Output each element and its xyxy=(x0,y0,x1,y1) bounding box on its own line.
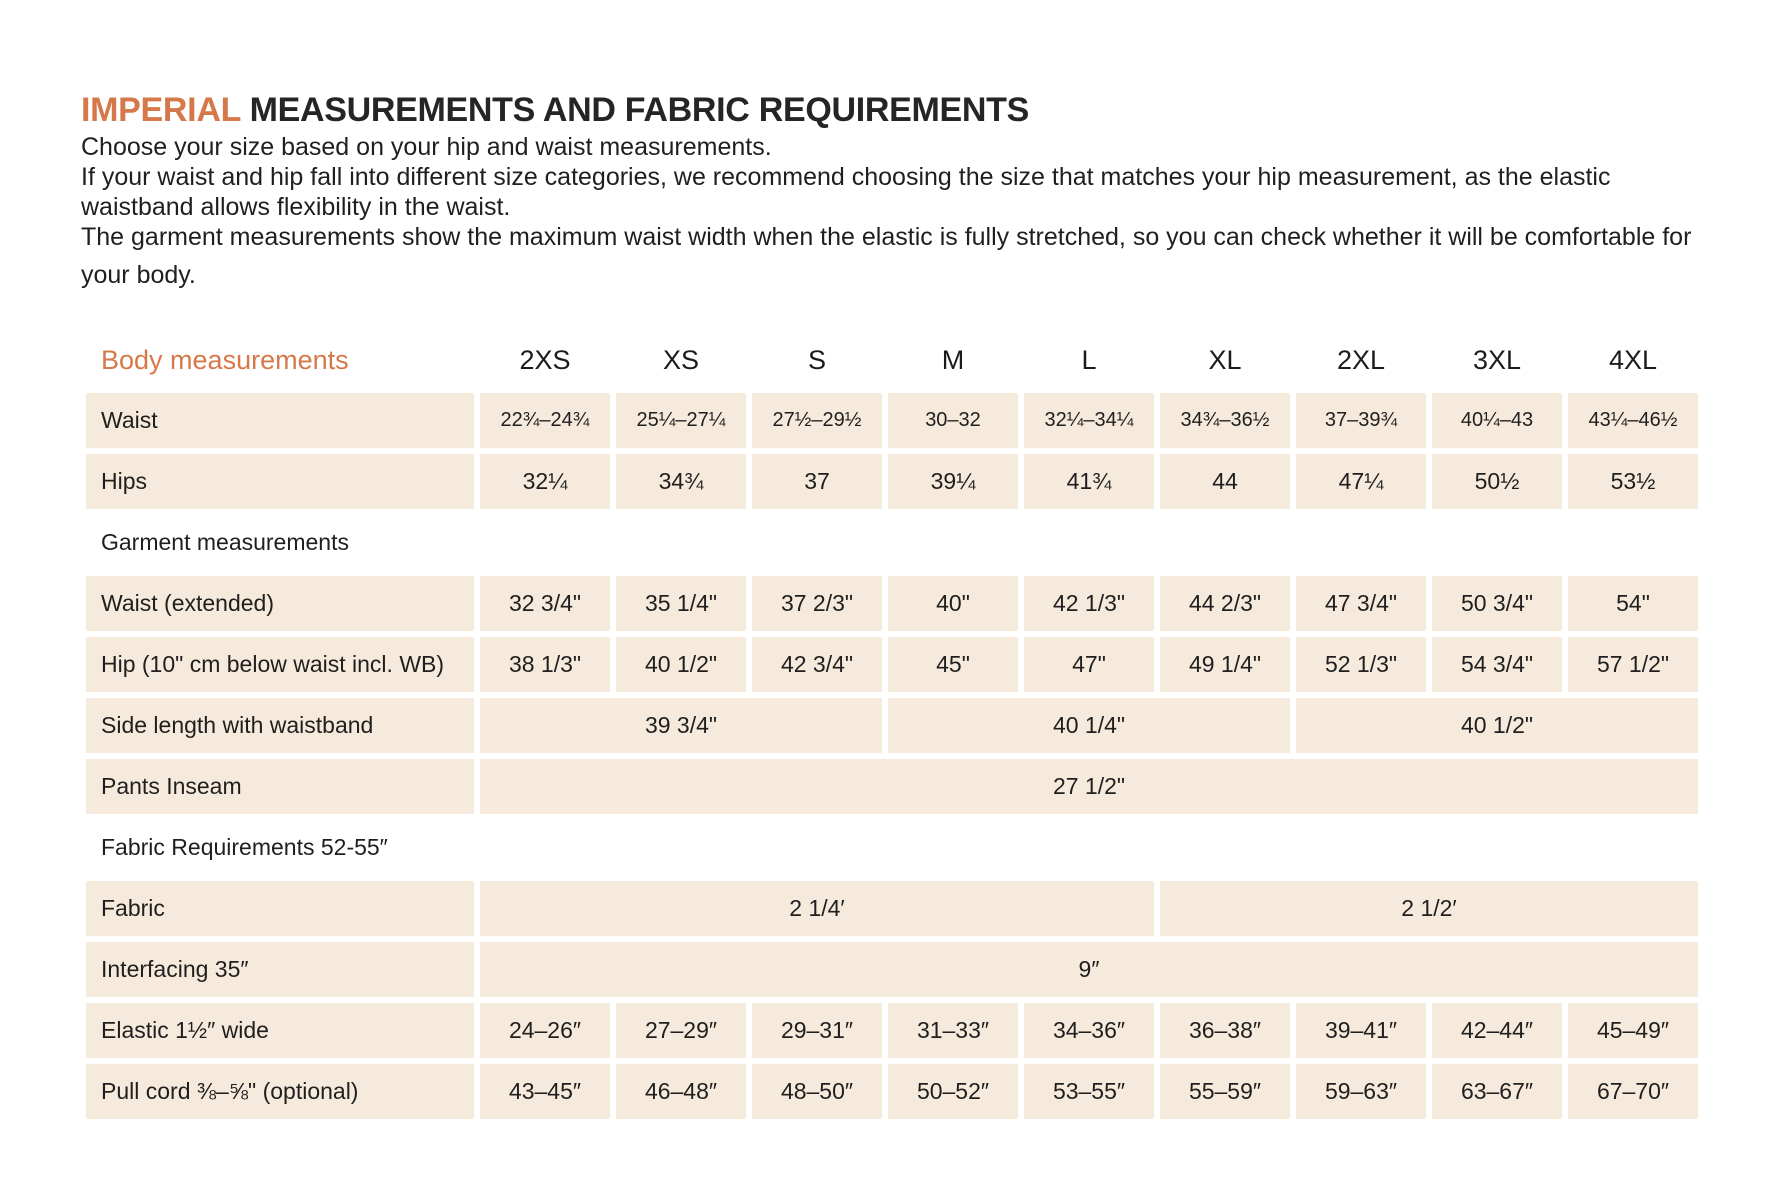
table-cell: 52 1/3" xyxy=(1296,637,1426,692)
row-label: Waist (extended) xyxy=(86,576,474,631)
section-heading: Fabric Requirements 52-55″ xyxy=(101,834,388,860)
table-cell: 50½ xyxy=(1432,454,1562,509)
table-cell: 39–41″ xyxy=(1296,1003,1426,1058)
size-header: XS xyxy=(662,344,700,375)
table-cell: 41¾ xyxy=(1024,454,1154,509)
table-cell: 40 1/2" xyxy=(616,637,746,692)
table-cell: 49 1/4" xyxy=(1160,637,1290,692)
table-cell: 59–63″ xyxy=(1296,1064,1426,1119)
table-cell: 35 1/4" xyxy=(616,576,746,631)
intro-line: The garment measurements show the maximum waist width when the elastic is fully stretched, so you can check whether it will be comfortable for your body. xyxy=(81,223,1692,289)
page-title xyxy=(81,92,1701,128)
table-cell: 32¼–34¼ xyxy=(1024,393,1154,448)
table-row-hips xyxy=(86,454,1698,509)
table-cell: 34¾–36½ xyxy=(1160,393,1290,448)
size-header: 4XL xyxy=(1608,344,1658,375)
table-cell: 42–44″ xyxy=(1432,1003,1562,1058)
row-label: Pants Inseam xyxy=(86,759,474,814)
intro-text xyxy=(81,132,1701,294)
table-cell: 38 1/3" xyxy=(480,637,610,692)
table-cell: 54 3/4" xyxy=(1432,637,1562,692)
table-row-side-length xyxy=(86,698,1698,753)
table-cell: 39 3/4" xyxy=(480,698,882,753)
table-cell: 40 1/4" xyxy=(888,698,1290,753)
size-header: S xyxy=(807,344,826,375)
table-cell: 53–55″ xyxy=(1024,1064,1154,1119)
page-header xyxy=(81,92,1701,294)
row-label: Fabric xyxy=(86,881,474,936)
table-cell: 40 1/2" xyxy=(1296,698,1698,753)
table-cell: 27 1/2" xyxy=(480,759,1698,814)
table-cell: 47" xyxy=(1024,637,1154,692)
table-cell: 67–70″ xyxy=(1568,1064,1698,1119)
table-cell: 57 1/2" xyxy=(1568,637,1698,692)
table-cell: 50 3/4" xyxy=(1432,576,1562,631)
table-cell: 55–59″ xyxy=(1160,1064,1290,1119)
section-row-fabric xyxy=(86,820,1698,875)
row-label: Hip (10" cm below waist incl. WB) xyxy=(86,637,474,692)
size-header-row xyxy=(86,333,1698,387)
table-row-pull-cord xyxy=(86,1064,1698,1119)
table-cell: 2 1/4′ xyxy=(480,881,1154,936)
table-cell: 24–26″ xyxy=(480,1003,610,1058)
table-cell: 40" xyxy=(888,576,1018,631)
table-cell: 31–33″ xyxy=(888,1003,1018,1058)
row-label: Waist xyxy=(86,393,474,448)
table-row-hip xyxy=(86,637,1698,692)
table-cell: 42 3/4" xyxy=(752,637,882,692)
row-label: Elastic 1½″ wide xyxy=(86,1003,474,1058)
table-cell: 47 3/4" xyxy=(1296,576,1426,631)
table-cell: 46–48″ xyxy=(616,1064,746,1119)
table-cell: 27–29″ xyxy=(616,1003,746,1058)
size-header: 2XL xyxy=(1336,344,1386,375)
table-cell: 34¾ xyxy=(616,454,746,509)
table-cell: 43–45″ xyxy=(480,1064,610,1119)
table-row-waist-extended xyxy=(86,576,1698,631)
table-cell: 27½–29½ xyxy=(752,393,882,448)
table-cell: 43¼–46½ xyxy=(1568,393,1698,448)
size-header: 2XS xyxy=(519,344,571,375)
table-cell: 45–49″ xyxy=(1568,1003,1698,1058)
section-heading: Garment measurements xyxy=(101,529,349,555)
table-row-interfacing xyxy=(86,942,1698,997)
row-label: Hips xyxy=(86,454,474,509)
size-header: M xyxy=(941,344,965,375)
table-cell: 29–31″ xyxy=(752,1003,882,1058)
size-header: XL xyxy=(1208,344,1242,375)
intro-line: Choose your size based on your hip and waist measurements. xyxy=(81,133,772,161)
table-cell: 37–39¾ xyxy=(1296,393,1426,448)
table-cell: 37 2/3" xyxy=(752,576,882,631)
table-cell: 40¼–43 xyxy=(1432,393,1562,448)
table-cell: 30–32 xyxy=(888,393,1018,448)
table-cell: 2 1/2′ xyxy=(1160,881,1698,936)
table-row-waist xyxy=(86,393,1698,448)
section-row-garment xyxy=(86,515,1698,570)
table-cell: 53½ xyxy=(1568,454,1698,509)
row-label: Interfacing 35″ xyxy=(86,942,474,997)
table-cell: 42 1/3" xyxy=(1024,576,1154,631)
table-cell: 50–52″ xyxy=(888,1064,1018,1119)
table-row-inseam xyxy=(86,759,1698,814)
table-cell: 45" xyxy=(888,637,1018,692)
table-cell: 34–36″ xyxy=(1024,1003,1154,1058)
table-cell: 36–38″ xyxy=(1160,1003,1290,1058)
row-label: Pull cord ⅜–⅝" (optional) xyxy=(86,1064,474,1119)
table-cell: 44 2/3" xyxy=(1160,576,1290,631)
size-header: L xyxy=(1081,344,1097,375)
intro-line: If your waist and hip fall into different size categories, we recommend choosing the size that matches your hip measurement, as the elastic waistband allows flexibility in the waist. xyxy=(81,163,1611,221)
size-chart-table xyxy=(80,327,1704,1125)
body-measurements-heading: Body measurements xyxy=(101,344,349,375)
title-rest: MEASUREMENTS AND FABRIC REQUIREMENTS xyxy=(240,91,1030,129)
table-row-elastic xyxy=(86,1003,1698,1058)
table-cell: 37 xyxy=(752,454,882,509)
table-cell: 39¼ xyxy=(888,454,1018,509)
table-cell: 9″ xyxy=(480,942,1698,997)
table-cell: 54" xyxy=(1568,576,1698,631)
table-cell: 32¼ xyxy=(480,454,610,509)
table-cell: 44 xyxy=(1160,454,1290,509)
title-accent: IMPERIAL xyxy=(81,91,241,129)
table-row-fabric xyxy=(86,881,1698,936)
size-header: 3XL xyxy=(1472,344,1522,375)
table-cell: 22¾–24¾ xyxy=(480,393,610,448)
row-label: Side length with waistband xyxy=(86,698,474,753)
table-cell: 48–50″ xyxy=(752,1064,882,1119)
table-cell: 63–67″ xyxy=(1432,1064,1562,1119)
table-cell: 32 3/4" xyxy=(480,576,610,631)
table-cell: 47¼ xyxy=(1296,454,1426,509)
table-cell: 25¼–27¼ xyxy=(616,393,746,448)
